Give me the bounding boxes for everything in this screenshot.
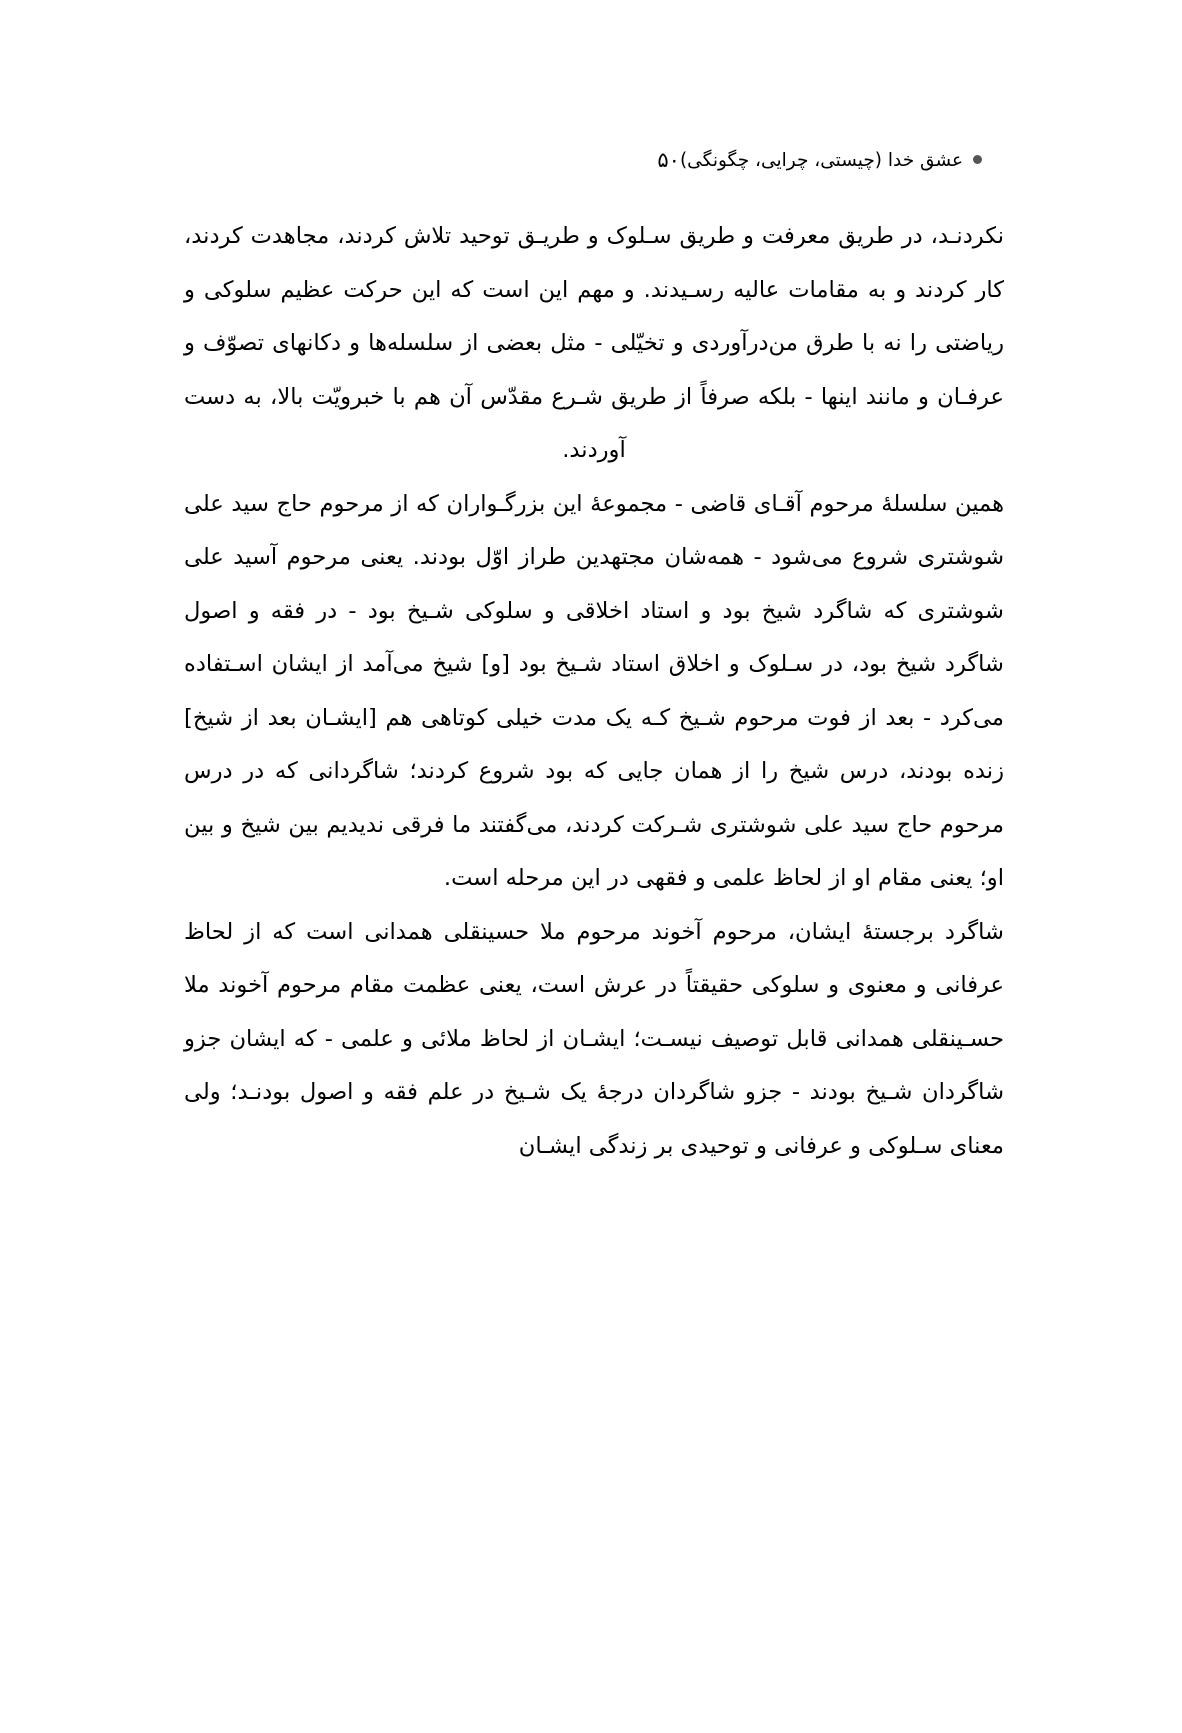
page-number: ۵۰ <box>657 148 680 172</box>
paragraph-1: نکردنـد، در طریق معرفت و طریق سـلوک و طریـق توحید تلاش کردند، مجاهدت کردند، کار کردند و به مقامات عالیه رسـیدند. و مهم این است که این حرکت عظیم سلوکی و ریاضتی را نه با طرق من‌درآوردی و تخیّلی - مثل بعضی از سلسله‌ها و دکانهای تصوّف و عرفـان و مانند اینها - بلکه صرفاً از طریق شـرع مقدّس آن هم با خبرویّت بالا، به دست آوردند. <box>184 223 1004 463</box>
paragraph-3: شاگرد برجستۀ ایشان، مرحوم آخوند مرحوم ملا حسینقلی همدانی است که از لحاظ عرفانی و معنوی و سلوکی حقیقتاً در عرش است، یعنی عظمت مقام مرحوم آخوند ملا حسـینقلی همدانی قابل توصیف نیسـت؛ ایشـان از لحاظ ملائی و علمی - که ایشان جزو شاگردان شـیخ بودند - جزو شاگردان درجۀ یک شـیخ در علم فقه و اصول بودنـد؛ ولی معنای سـلوکی و عرفانی و توحیدی بر زندگی ایشـان <box>184 918 1004 1159</box>
running-head-text: عشق خدا (چیستی، چرایی، چگونگی) <box>679 149 963 171</box>
page-header <box>190 148 992 172</box>
running-head <box>680 150 992 171</box>
bullet-icon <box>973 155 982 164</box>
body-text <box>184 210 1004 1173</box>
paragraph-2: همین سلسلۀ مرحوم آقـای قاضی - مجموعۀ این بزرگـواران که از مرحوم حاج سید علی شوشتری شروع می‌شود - همه‌شان مجتهدین طراز اوّل بودند. یعنی مرحوم آسید علی شوشتری که شاگرد شیخ بود و استاد اخلاقی و سلوکی شـیخ بود - در فقه و اصول شاگرد شیخ بود، در سـلوک و اخلاق استاد شـیخ بود [و] شیخ می‌آمد از ایشان اسـتفاده می‌کرد - بعد از فوت مرحوم شـیخ کـه یک مدت خیلی کوتاهی هم [ایشـان بعد از شیخ] زنده بودند، درس شیخ را از همان جایی که بود شروع کردند؛ شاگردانی که در درس مرحوم حاج سید علی شوشتری شـرکت کردند، می‌گفتند ما فرقی ندیدیم بین شیخ و بین او؛ یعنی مقام او از لحاظ علمی و فقهی در این مرحله است. <box>184 490 1004 891</box>
